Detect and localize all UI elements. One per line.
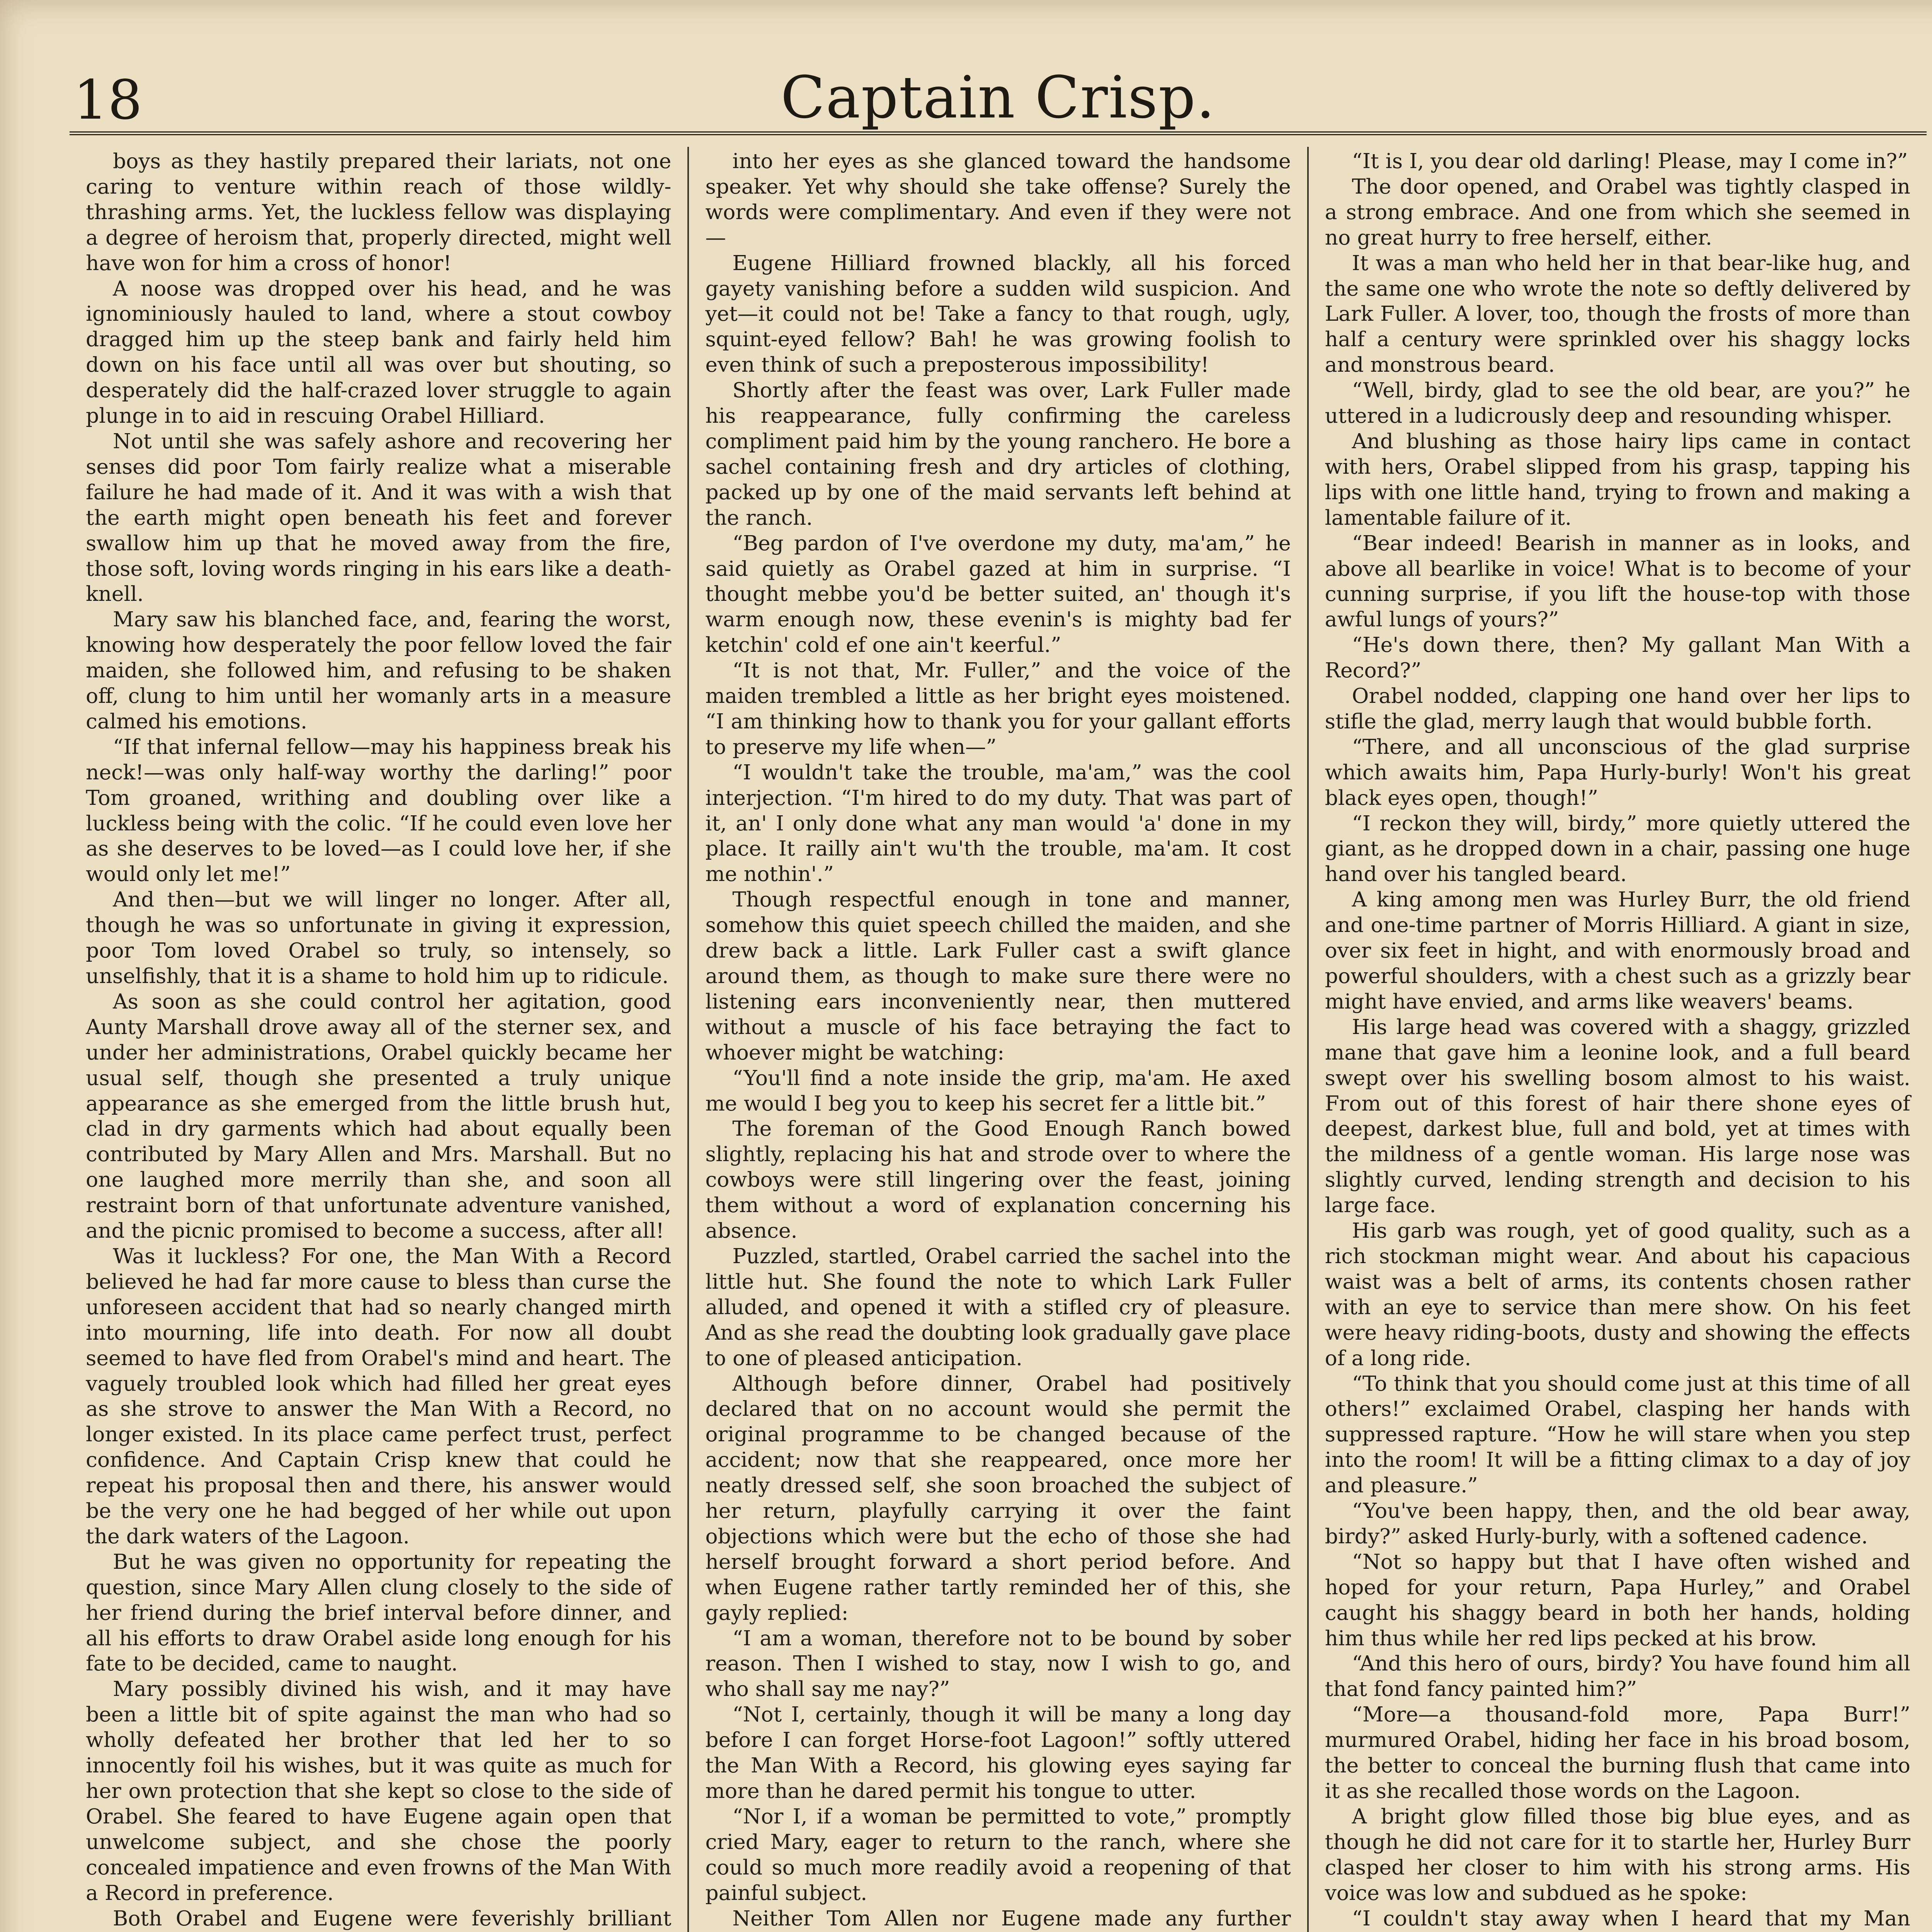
paragraph: “There, and all unconscious of the glad surprise which awaits him, Papa Hurly-burly! Won't his great black eyes open, though!”: [1325, 734, 1910, 810]
page-header: [70, 54, 1927, 135]
paragraph: As soon as she could control her agitation, good Aunty Marshall drove away all of the sterner sex, and under her administrations, Orabel quickly became her usual self, though she presented a truly unique appearance as she emerged from the little brush hut, clad in dry garments which had about equally been contributed by Mary Allen and Mrs. Marshall. But no one laughed more merrily than she, and soon all restraint born of that unfortunate adventure vanished, and the picnic promised to become a success, after all!: [86, 989, 672, 1243]
paragraph: Orabel nodded, clapping one hand over her lips to stifle the glad, merry laugh that would bubble forth.: [1325, 684, 1910, 733]
column-2: [689, 145, 1307, 1932]
page-title: Captain Crisp.: [781, 64, 1216, 131]
paragraph: “If that infernal fellow—may his happiness break his neck!—was only half-way worthy the darling!” poor Tom groaned, writhing and doubling over like a luckless being with the colic. “If he could even love her as she deserves to be loved—as I could love her, if she would only let me!”: [86, 734, 672, 886]
paragraph: “Nor I, if a woman be permitted to vote,” promptly cried Mary, eager to return to the ranch, where she could so much more readily avoid a reopening of that painful subject.: [705, 1804, 1291, 1905]
paragraph: “Well, birdy, glad to see the old bear, are you?” he uttered in a ludicrously deep and resounding whisper.: [1325, 378, 1910, 428]
paragraph: “I am a woman, therefore not to be bound by sober reason. Then I wished to stay, now I wish to go, and who shall say me nay?”: [705, 1626, 1291, 1701]
paragraph: Not until she was safely ashore and recovering her senses did poor Tom fairly realize what a miserable failure he had made of it. And it was with a wish that the earth might open beneath his feet and forever swallow him up that he moved away from the fire, those soft, loving words ringing in his ears like a death-knell.: [86, 429, 672, 606]
column-3: [1309, 145, 1927, 1932]
paragraph: And then—but we will linger no longer. After all, though he was so unfortunate in giving it expression, poor Tom loved Orabel so truly, so intensely, so unselfishly, that it is a shame to hold him up to ridicule.: [86, 887, 672, 988]
paragraph: “It is I, you dear old darling! Please, may I come in?”: [1352, 149, 1908, 173]
paragraph: “More—a thousand-fold more, Papa Burr!” murmured Orabel, hiding her face in his broad bosom, the better to conceal the burning flush that came into it as she recalled those words on the Lagoon.: [1325, 1702, 1910, 1803]
text-columns: [70, 145, 1927, 1932]
paragraph: into her eyes as she glanced toward the handsome speaker. Yet why should she take offense? Surely the words were complimentary. And even if they were not—: [705, 149, 1291, 250]
paragraph: A bright glow filled those big blue eyes, and as though he did not care for it to startle her, Hurley Burr clasped her closer to him with his strong arms. His voice was low and subdued as he spoke:: [1325, 1804, 1910, 1905]
paragraph: “I reckon they will, birdy,” more quietly uttered the giant, as he dropped down in a chair, passing one huge hand over his tangled beard.: [1325, 811, 1910, 886]
paragraph: Shortly after the feast was over, Lark Fuller made his reappearance, fully confirming the careless compliment paid him by the young ranchero. He bore a sachel containing fresh and dry articles of clothing, packed up by one of the maid servants left behind at the ranch.: [705, 378, 1291, 530]
column-1: [70, 145, 687, 1932]
paragraph: Mary saw his blanched face, and, fearing the worst, knowing how desperately the poor fellow loved the fair maiden, she followed him, and refusing to be shaken off, clung to him until her womanly arts in a measure calmed his emotions.: [86, 607, 672, 733]
paragraph: The door opened, and Orabel was tightly clasped in a strong embrace. And one from which she seemed in no great hurry to free herself, either.: [1325, 174, 1910, 250]
paragraph: “I wouldn't take the trouble, ma'am,” was the cool interjection. “I'm hired to do my duty. That was part of it, an' I only done what any man would 'a' done in my place. It railly ain't wu'th the trouble, ma'am. It cost me nothin'.”: [705, 760, 1291, 886]
paragraph: Although before dinner, Orabel had positively declared that on no account would she permit the original programme to be changed because of the accident; now that she reappeared, once more her neatly dressed self, she soon broached the subject of her return, playfully carrying it over the faint objections which were but the echo of those she had herself brought forward a short period before. And when Eugene rather tartly reminded her of this, she gayly replied:: [705, 1371, 1291, 1625]
paragraph: “Not I, certainly, though it will be many a long day before I can forget Horse-foot Lagoon!” softly uttered the Man With a Record, his glowing eyes saying far more than he dared permit his tongue to utter.: [705, 1702, 1291, 1803]
paragraph: “Not so happy but that I have often wished and hoped for your return, Papa Hurley,” and Orabel caught his shaggy beard in both her hands, holding him thus while her red lips pecked at his brow.: [1325, 1549, 1910, 1650]
paragraph: Neither Tom Allen nor Eugene made any further: [732, 1906, 1291, 1930]
paragraph: Mary possibly divined his wish, and it may have been a little bit of spite against the man who had so wholly defeated her brother that led her to so innocently foil his wishes, but it was quite as much for her own protection that she kept so close to the side of Orabel. She feared to have Eugene again open that unwelcome subject, and she chose the poorly concealed impatience and even frowns of the Man With a Record in preference.: [86, 1677, 672, 1905]
paragraph: A noose was dropped over his head, and he was ignominiously hauled to land, where a stout cowboy dragged him up the steep bank and fairly held him down on his face until all was over but shouting, so desperately did the half-crazed lover struggle to again plunge in to aid in rescuing Orabel Hilliard.: [86, 276, 672, 428]
paragraph: boys as they hastily prepared their lariats, not one caring to venture within reach of those wildly-thrashing arms. Yet, the luckless fellow was displaying a degree of heroism that, properly directed, might well have won for him a cross of honor!: [86, 149, 672, 275]
paragraph: Puzzled, startled, Orabel carried the sachel into the little hut. She found the note to which Lark Fuller alluded, and opened it with a stifled cry of pleasure. And as she read the doubting look gradually gave place to one of pleased anticipation.: [705, 1243, 1291, 1370]
paragraph: Both Orabel and Eugene were feverishly brilliant: [113, 1906, 672, 1930]
paragraph: A king among men was Hurley Burr, the old friend and one-time partner of Morris Hilliard. A giant in size, over six feet in hight, and with enormously broad and powerful shoulders, with a chest such as a grizzly bear might have envied, and arms like weavers' beams.: [1325, 887, 1910, 1014]
paragraph: The foreman of the Good Enough Ranch bowed slightly, replacing his hat and strode over to where the cowboys were still lingering over the feast, joining them without a word of explanation concerning his absence.: [705, 1116, 1291, 1243]
paragraph: “Beg pardon of I've overdone my duty, ma'am,” he said quietly as Orabel gazed at him in surprise. “I thought mebbe you'd be better suited, an' though it's warm enough now, these evenin's is mighty bad fer ketchin' cold ef one ain't keerful.”: [705, 531, 1291, 657]
paragraph: Was it luckless? For one, the Man With a Record believed he had far more cause to bless than curse the unforeseen accident that had so nearly changed mirth into mourning, life into death. For now all doubt seemed to have fled from Orabel's mind and heart. The vaguely troubled look which had filled her great eyes as she strove to answer the Man With a Record, no longer existed. In its place came perfect trust, perfect confidence. And Captain Crisp knew that could he repeat his proposal then and there, his answer would be the very one he had begged of her while out upon the dark waters of the Lagoon.: [86, 1243, 672, 1548]
page-number: 18: [73, 69, 143, 132]
paragraph: “He's down there, then? My gallant Man With a Record?”: [1325, 633, 1910, 683]
paragraph: “To think that you should come just at this time of all others!” exclaimed Orabel, clasping her hands with suppressed rapture. “How he will stare when you step into the room! It will be a fitting climax to a day of joy and pleasure.”: [1325, 1371, 1910, 1498]
paragraph: But he was given no opportunity for repeating the question, since Mary Allen clung closely to the side of her friend during the brief interval before dinner, and all his efforts to draw Orabel aside long enough for his fate to be decided, came to naught.: [86, 1549, 672, 1676]
paragraph: “I couldn't stay away when I heard that my Man: [1352, 1906, 1910, 1930]
paragraph: Though respectful enough in tone and manner, somehow this quiet speech chilled the maiden, and she drew back a little. Lark Fuller cast a swift glance around them, as though to make sure there were no listening ears inconveniently near, then muttered without a muscle of his face betraying the fact to whoever might be watching:: [705, 887, 1291, 1065]
paragraph: “And this hero of ours, birdy? You have found him all that fond fancy painted him?”: [1325, 1651, 1910, 1701]
paragraph: His garb was rough, yet of good quality, such as a rich stockman might wear. And about his capacious waist was a belt of arms, its contents chosen rather with an eye to service than mere show. On his feet were heavy riding-boots, dusty and showing the effects of a long ride.: [1325, 1218, 1910, 1370]
paragraph: “You'll find a note inside the grip, ma'am. He axed me would I beg you to keep his secret fer a little bit.”: [705, 1065, 1291, 1116]
paragraph: His large head was covered with a shaggy, grizzled mane that gave him a leonine look, and a full beard swept over his swelling bosom almost to his waist. From out of this forest of hair there shone eyes of deepest, darkest blue, full and bold, yet at times with the mildness of a gentle woman. His large nose was slightly curved, lending strength and decision to his large face.: [1325, 1014, 1910, 1218]
paragraph: “You've been happy, then, and the old bear away, birdy?” asked Hurly-burly, with a softened cadence.: [1325, 1498, 1910, 1548]
paragraph: “It is not that, Mr. Fuller,” and the voice of the maiden trembled a little as her bright eyes moistened. “I am thinking how to thank you for your gallant efforts to preserve my life when—”: [705, 658, 1291, 759]
paragraph: And blushing as those hairy lips came in contact with hers, Orabel slipped from his grasp, tapping his lips with one little hand, trying to frown and making a lamentable failure of it.: [1325, 429, 1910, 530]
paragraph: Eugene Hilliard frowned blackly, all his forced gayety vanishing before a sudden wild suspicion. And yet—it could not be! Take a fancy to that rough, ugly, squint-eyed fellow? Bah! he was growing foolish to even think of such a preposterous impossibility!: [705, 250, 1291, 377]
paragraph: It was a man who held her in that bear-like hug, and the same one who wrote the note so deftly delivered by Lark Fuller. A lover, too, though the frosts of more than half a century were sprinkled over his shaggy locks and monstrous beard.: [1325, 250, 1910, 377]
paragraph: “Bear indeed! Bearish in manner as in looks, and above all bearlike in voice! What is to become of your cunning surprise, if you lift the house-top with those awful lungs of yours?”: [1325, 531, 1910, 632]
